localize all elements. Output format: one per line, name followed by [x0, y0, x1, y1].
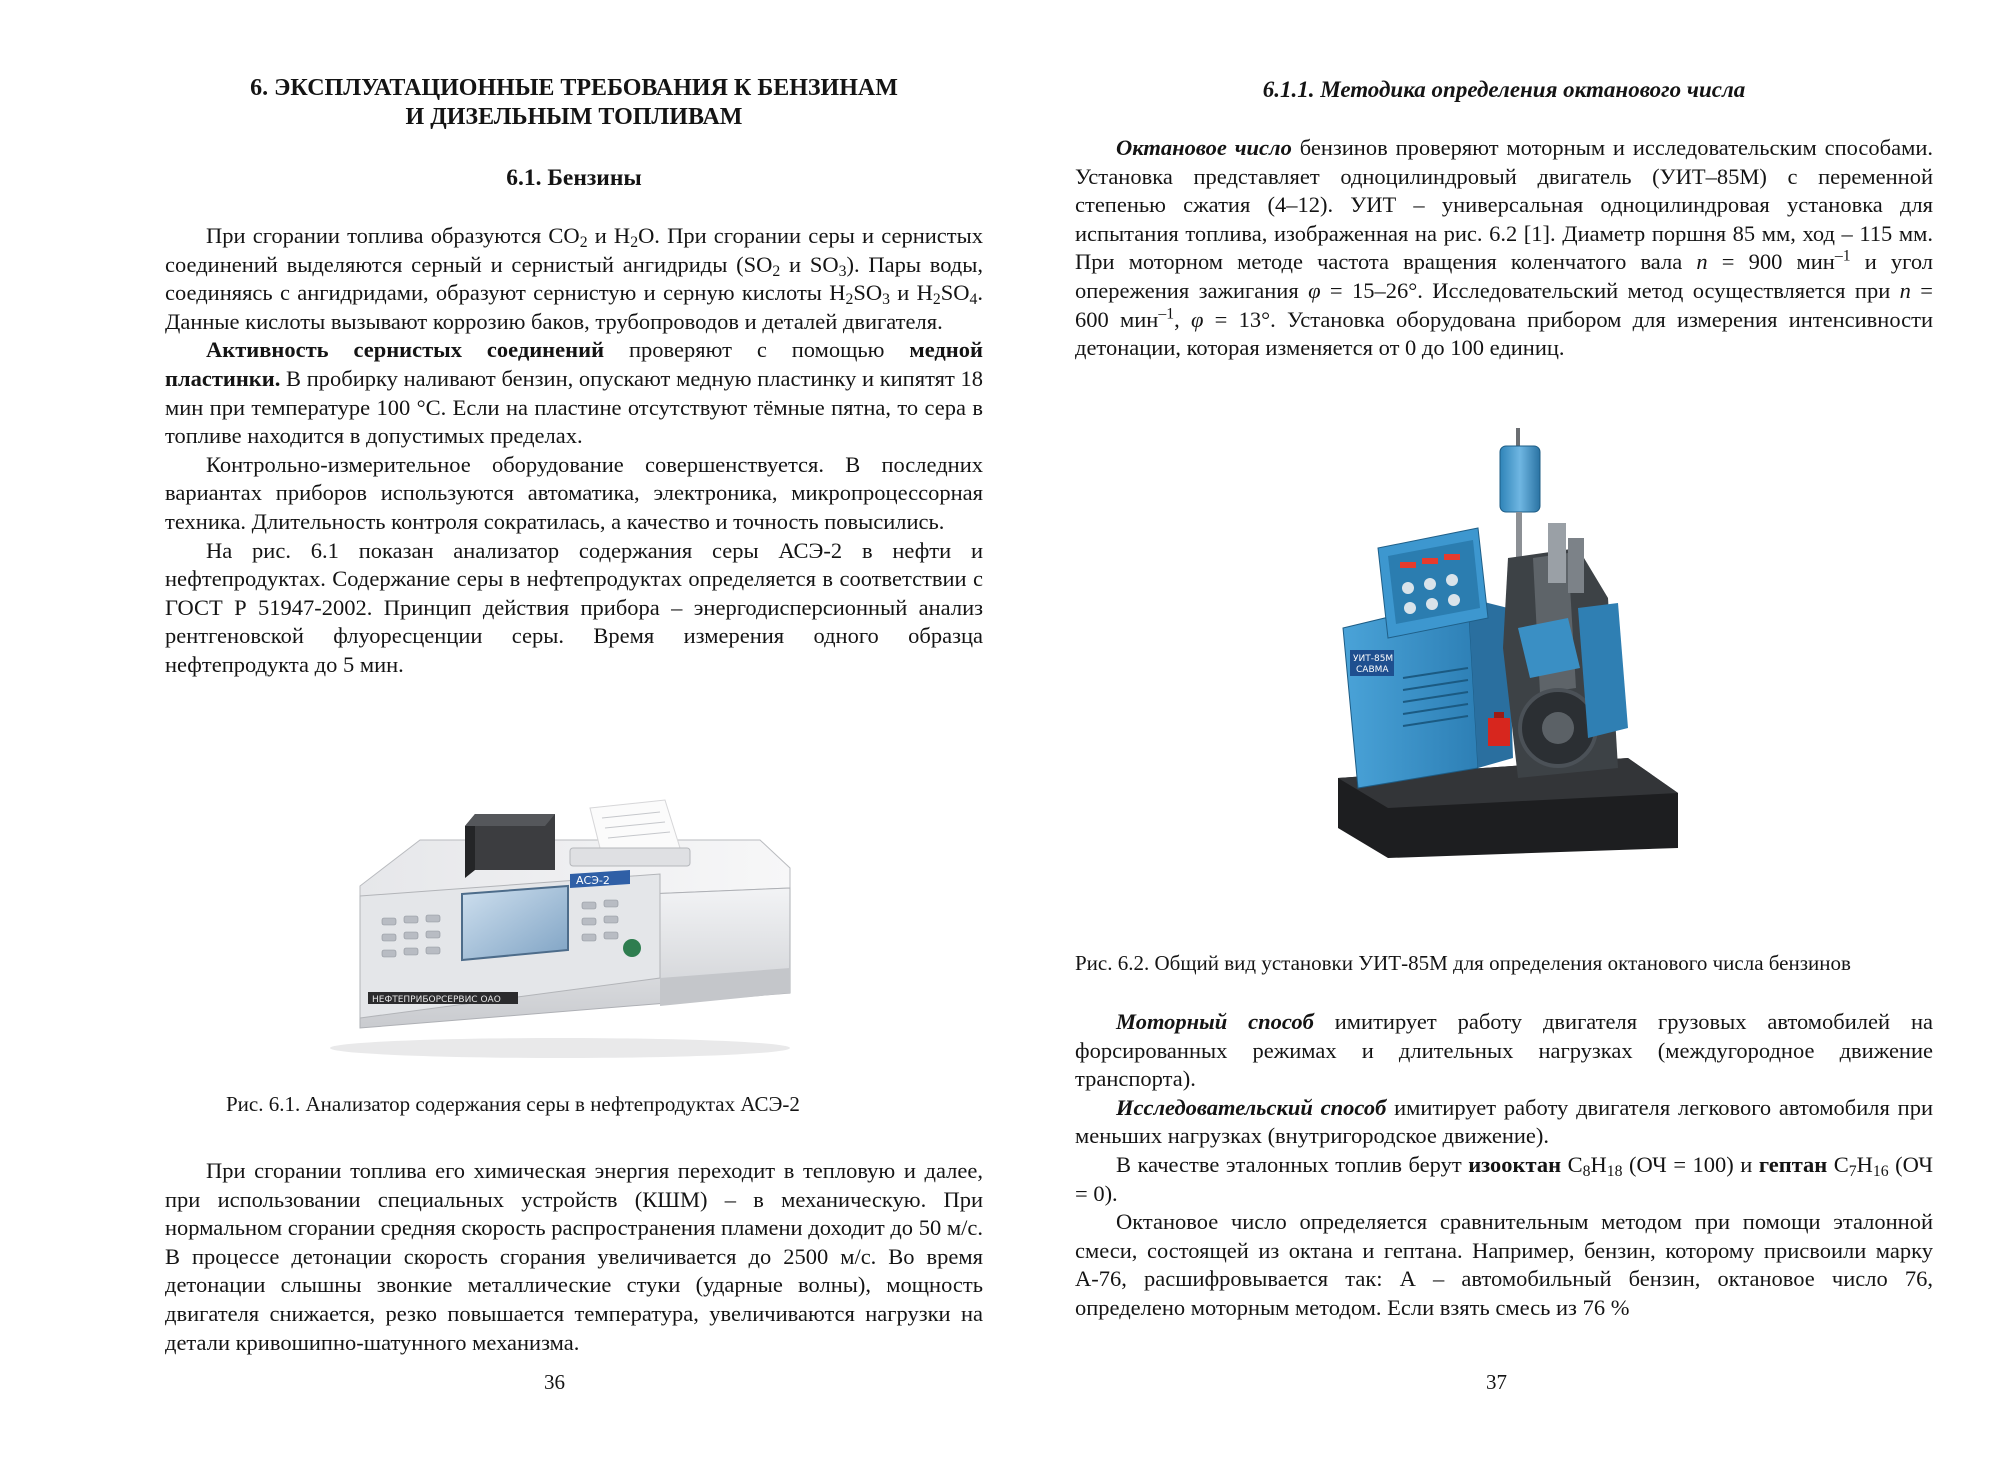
paragraph-equipment: Контрольно-измерительное оборудование совершенствуется. В последних вариантах приборов используются автоматика, электроника, микропроцессорная техника. Длительность контроля сократилась, а качество и точность повысились.	[165, 451, 983, 534]
right-text-block-1	[1075, 134, 1933, 363]
section-title: 6.1. Бензины	[506, 165, 642, 191]
chapter-title-line2: И ДИЗЕЛЬНЫМ ТОПЛИВАМ	[405, 104, 743, 130]
paragraph-analyzer: На рис. 6.1 показан анализатор содержания серы АСЭ-2 в нефти и нефтепродуктах. Содержание серы в нефтепродуктах определяется в соответствии с ГОСТ Р 51947-2002. Принцип действия прибора – энергодисперсионный анализ рентгеновской флуоресценции серы. Время измерения одного образца нефтепродукта до 5 мин.	[165, 537, 983, 677]
analyzer-model-label: АСЭ-2	[576, 874, 610, 887]
analyzer-brand-label: НЕФТЕПРИБОРСЕРВИС ОАО	[372, 995, 501, 1005]
paragraph-copper-plate-test: Активность сернистых соединений проверяют с помощью медной пластинки. В пробирку наливают бензин, опускают медную пластинку и кипятят 18 мин при температуре 100 °C. Если на пластине отсутствуют тёмные пятна, то сера в топливе находится в допустимых пределах.	[165, 337, 983, 449]
paragraph-combustion-products: При сгорании топлива образуются $CO_2$ и $H_2O$. При сгорании серы и сернистых соединений выделяются серный и сернистый ангидриды ($SO_2$ и $SO_3$). Пары воды, соединяясь с ангидридами, образуют сернистую и серную кислоты $H_2SO_3$ и $H_2SO_4$. Данные кислоты вызывают коррозию баков, трубопроводов и деталей двигателя.	[165, 223, 984, 334]
paragraph-motor-method: Моторный способ имитирует работу двигателя грузовых автомобилей на форсированных режимах и длительных нагрузках (междугородное движение транспорта).	[1075, 1009, 1933, 1092]
figure-6-2-caption: Рис. 6.2. Общий вид установки УИТ-85М для определения октанового числа бензинов	[1075, 951, 1851, 975]
chapter-title-line1: 6. ЭКСПЛУАТАЦИОННЫЕ ТРЕБОВАНИЯ К БЕНЗИНАМ	[250, 75, 898, 101]
right-text-block-2	[1075, 1008, 1933, 1323]
subsection-title: 6.1.1. Методика определения октанового числа	[1262, 77, 1746, 102]
page-number-left: 36	[544, 1370, 565, 1394]
paragraph-detonation: При сгорании топлива его химическая энергия переходит в тепловую и далее, при использовании специальных устройств (КШМ) – в механическую. При нормальном сгорании средняя скорость распространения пламени доходит до 50 м/с. В процессе детонации скорость сгорания увеличивается до 2500 м/с. Во время детонации слышны звонкие металлические стуки (ударные волны), мощность двигателя снижается, резко повышается температура, увеличиваются нагрузки на детали кривошипно-шатунного механизма.	[165, 1158, 983, 1355]
paragraph-research-method: Исследовательский способ имитирует работу двигателя легкового автомобиля при меньших нагрузках (внутригородское движение).	[1075, 1094, 1933, 1149]
paragraph-octane-number: Октановое число бензинов проверяют моторным и исследовательским способами. Установка представляет одноцилиндровый двигатель (УИТ–85М) с переменной степенью сжатия (4–12). УИТ – универсальная одноцилиндровая установка для испытания топлива, изображенная на рис. 6.2 [1]. Диаметр поршня 85 мм, ход – 115 мм. При моторном методе частота вращения коленчатого вала n = 900 мин$^{-1}$ и угол опережения зажигания φ = 15–26°. Исследовательский метод осуществляется при n = 600 мин$^{-1}$, φ = 13°. Установка оборудована прибором для измерения интенсивности детонации, которая изменяется от 0 до 100 единиц.	[1075, 135, 1934, 361]
paragraph-reference-fuels: В качестве эталонных топлив берут изооктан $C_8H_{18}$ (ОЧ = 100) и гептан $C_7H_{16}$ (ОЧ = 0).	[1075, 1151, 1933, 1206]
uit-85m-unit-photo	[1318, 428, 1698, 868]
page-number-right: 37	[1486, 1370, 1507, 1394]
unit-plate-line1: УИТ-85М	[1353, 654, 1394, 664]
paragraph-comparison-method: Октановое число определяется сравнительным методом при помощи эталонной смеси, состоящей из октана и гептана. Например, бензин, которому присвоили марку А-76, расшифровывается так: А – автомобильный бензин, октановое число 76, определено моторным методом. Если взять смесь из 76 %	[1075, 1209, 1933, 1320]
unit-plate-line2: САВМА	[1356, 665, 1389, 675]
figure-6-1-caption: Рис. 6.1. Анализатор содержания серы в нефтепродуктах АСЭ-2	[226, 1092, 800, 1116]
